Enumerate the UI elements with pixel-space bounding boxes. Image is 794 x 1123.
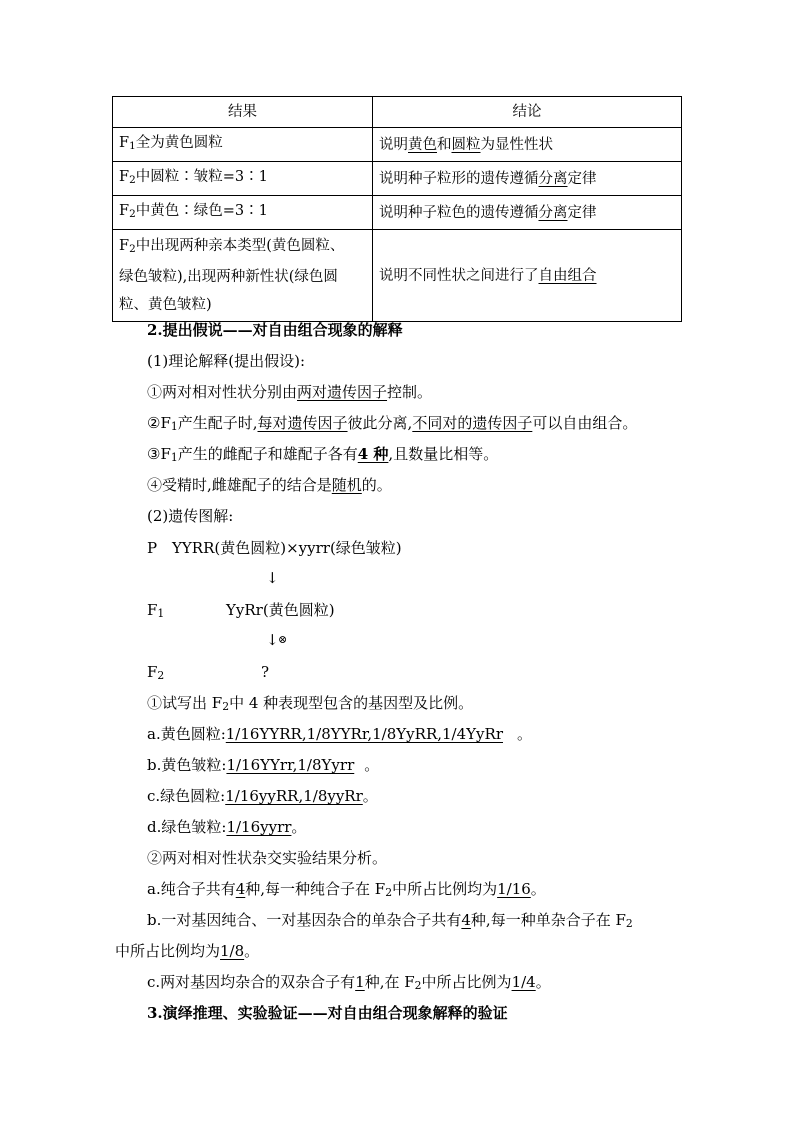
result-text: F	[119, 135, 130, 151]
answer-blank: 每对遗传因子	[257, 414, 348, 432]
subscript: 2	[414, 979, 422, 993]
cross-parents: YYRR(黄色圆粒)×yyrr(绿色皱粒)	[172, 539, 402, 557]
answer-blank: 自由组合	[538, 267, 597, 284]
answer-line: d.绿色皱粒:1/16yyrr。	[147, 818, 307, 836]
result-text: F	[119, 203, 130, 220]
result-cell	[113, 128, 373, 162]
answer-blank: 1/16yyrr	[226, 818, 292, 836]
subscript: 2	[222, 700, 230, 714]
paragraph: $②F_1$产生配子时,每对遗传因子彼此分离,不同对的遗传因子可以自由组合。	[147, 414, 638, 434]
question: ②两对相对性状杂交实验结果分析。	[147, 849, 388, 867]
down-arrow-icon: ↓	[266, 631, 279, 649]
conclusion-text: 定律	[567, 204, 597, 221]
table-header-row	[113, 97, 682, 128]
f1-label: $F_1$	[147, 601, 165, 621]
subheading-diagram: (2)遗传图解:	[147, 507, 234, 525]
answer-blank: 黄色	[408, 136, 437, 153]
answer-blank: 不同对的遗传因子	[412, 414, 533, 432]
subscript: 2	[385, 886, 393, 900]
conclusion-text: 说明	[379, 136, 408, 153]
conclusion-cell	[373, 230, 682, 322]
results-table	[112, 96, 682, 322]
selfing-icon: ⊗	[278, 633, 288, 646]
question: ①试写出 $F_2$中 4 种表现型包含的基因型及比例。	[147, 694, 474, 714]
conclusion-text: 说明不同性状之间进行了	[379, 267, 539, 284]
answer-blank: 分离	[538, 204, 568, 221]
answer-line: a.黄色圆粒:1/16YYRR,1/8YYRr,1/8YyRR,1/4YyRr 。	[147, 725, 533, 743]
answer-blank: 4	[235, 880, 246, 898]
answer-blank: 1/16YYRR,1/8YYRr,1/8YyRR,1/4YyRr	[225, 725, 503, 743]
result-text: 绿色皱粒),出现两种新性状(绿色圆	[119, 269, 338, 286]
section2-heading: 2.提出假说——对自由组合现象的解释	[147, 321, 403, 339]
result-cell	[113, 196, 373, 230]
analysis-line: 中所占比例均为1/8。	[115, 942, 260, 960]
analysis-line: a.纯合子共有4种,每一种纯合子在 $F_2$中所占比例均为1/16。	[147, 880, 546, 900]
down-arrow-icon: ↓	[266, 569, 279, 587]
f2-unknown: ?	[261, 663, 270, 681]
conclusion-text: 为显性性状	[480, 136, 553, 153]
analysis-line: b.一对基因纯合、一对基因杂合的单杂合子共有4种,每一种单杂合子在 $F_2$	[147, 911, 633, 931]
answer-blank: 1	[355, 973, 365, 991]
subscript: 1	[170, 451, 178, 465]
answer-line: c.绿色圆粒:1/16yyRR,1/8yyRr。	[147, 787, 378, 805]
header-conclusion: 结论	[373, 97, 682, 128]
analysis-line: c.两对基因均杂合的双杂合子有1种,在 $F_2$中所占比例为1/4。	[147, 973, 551, 993]
result-text: 中圆粒∶皱粒=3∶1	[135, 169, 268, 186]
answer-blank: 1/16	[497, 880, 531, 898]
result-text: 中出现两种亲本类型(黄色圆粒、	[135, 238, 345, 255]
conclusion-cell	[373, 196, 682, 230]
result-text: F	[119, 169, 130, 186]
result-cell	[113, 230, 373, 322]
table-row	[113, 128, 682, 162]
subscript: 2	[129, 174, 136, 187]
table-row	[113, 196, 682, 230]
subscript: 2	[157, 669, 165, 683]
answer-blank: 1/16yyRR,1/8yyRr	[225, 787, 363, 805]
conclusion-cell	[373, 162, 682, 196]
conclusion-text: 说明种子粒形的遗传遵循	[379, 170, 539, 187]
paragraph: ①两对相对性状分别由两对遗传因子控制。	[147, 383, 433, 401]
answer-line: b.黄色皱粒:1/16YYrr,1/8Yyrr 。	[147, 756, 380, 774]
subscript: 2	[129, 208, 136, 221]
subheading-theory: (1)理论解释(提出假设):	[147, 352, 306, 370]
cross-p-label: P	[147, 539, 158, 557]
conclusion-cell	[373, 128, 682, 162]
answer-blank: 分离	[538, 170, 568, 187]
answer-blank: 圆粒	[451, 136, 481, 153]
table-row	[113, 162, 682, 196]
f1-genotype: YyRr(黄色圆粒)	[226, 601, 335, 619]
conclusion-text: 和	[437, 136, 452, 153]
conclusion-text: 说明种子粒色的遗传遵循	[379, 204, 539, 221]
f2-label: $F_2$	[147, 663, 165, 683]
subscript: 2	[129, 243, 136, 256]
result-text: 粒、黄色皱粒)	[119, 297, 212, 314]
header-result: 结果	[113, 97, 373, 128]
subscript: 1	[170, 420, 178, 434]
table-row	[113, 230, 682, 322]
section3-heading: 3.演绎推理、实验验证——对自由组合现象解释的验证	[147, 1004, 508, 1022]
answer-blank: 随机	[331, 476, 362, 494]
result-text: F	[119, 238, 130, 255]
answer-blank: 4 种	[357, 445, 389, 463]
answer-blank: 两对遗传因子	[297, 383, 388, 401]
answer-blank: 1/16YYrr,1/8Yyrr	[226, 756, 355, 774]
paragraph: ④受精时,雌雄配子的结合是随机的。	[147, 476, 392, 494]
result-text: 全为黄色圆粒	[135, 135, 223, 151]
result-cell	[113, 162, 373, 196]
conclusion-text: 定律	[567, 170, 597, 187]
subscript: 2	[625, 917, 633, 931]
result-text: 中黄色∶绿色=3∶1	[135, 203, 268, 220]
subscript: 1	[157, 607, 165, 621]
subscript: 1	[129, 140, 136, 153]
answer-blank: 4	[461, 911, 471, 929]
paragraph: $③F_1$产生的雌配子和雄配子各有4 种,且数量比相等。	[147, 445, 499, 465]
answer-blank: 1/4	[511, 973, 536, 991]
answer-blank: 1/8	[220, 942, 245, 960]
